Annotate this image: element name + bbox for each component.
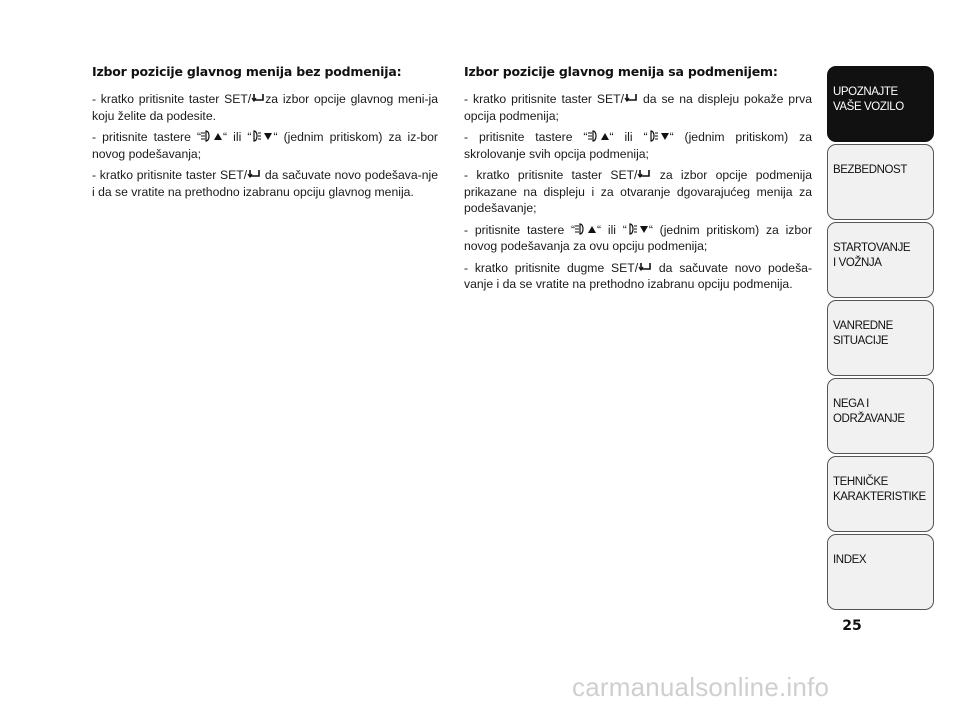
headlight-down-icon: [251, 130, 273, 142]
left-heading: Izbor pozicije glavnog menija bez podmenija:: [92, 64, 402, 79]
tab-index[interactable]: INDEX: [827, 534, 934, 610]
tab-startovanje-i-voznja[interactable]: STARTOVANJE I VOŽNJA: [827, 222, 934, 298]
headlight-up-icon: [588, 130, 610, 142]
watermark: carmanualsonline.info: [572, 672, 830, 702]
headlight-down-icon: [627, 223, 649, 235]
right-paragraph-3: - kratko pritisnite taster SET/ za izbor opcije podmenija prikazane na displeju i za otvaranje dgovarajućeg menija za podešavanje;: [464, 168, 812, 215]
left-column: [92, 64, 438, 205]
right-paragraph-1: - kratko pritisnite taster SET/ da se na displeju pokaže prva opcija podmenija;: [464, 92, 813, 123]
right-heading: Izbor pozicije glavnog menija sa podmenijem:: [464, 64, 778, 79]
tab-bezbednost[interactable]: BEZBEDNOST: [827, 144, 934, 220]
left-paragraph-3: - kratko pritisnite taster SET/ da sačuvate novo podešava-nje i da se vratite na prethodno izabranu opciju glavnog menija.: [92, 168, 438, 199]
headlight-down-icon: [648, 130, 670, 142]
tab-vanredne-situacije[interactable]: VANREDNE SITUACIJE: [827, 300, 934, 376]
enter-return-icon: [637, 169, 651, 180]
enter-return-icon: [638, 262, 652, 273]
tab-tehnicke-karakteristike[interactable]: TEHNIČKE KARAKTERISTIKE: [827, 456, 934, 532]
chapter-tabs: [827, 66, 934, 612]
left-paragraph-2: - pritisnite tastere “ “ ili “ “ (jednim pritiskom) za iz-bor novog podešavanja;: [92, 130, 438, 161]
right-column: [464, 64, 812, 298]
right-paragraph-5: - kratko pritisnite dugme SET/ da sačuvate novo podeša-vanje i da se vratite na prethodno izabranu opciju podmenija.: [464, 260, 812, 291]
tab-nega-i-odrzavanje[interactable]: NEGA I ODRŽAVANJE: [827, 378, 934, 454]
page-number: 25: [842, 618, 862, 634]
left-paragraph-1: - kratko pritisnite taster SET/ za izbor opcije glavnog meni-ja koju želite da podesite.: [92, 92, 438, 123]
right-paragraph-2: - pritisnite tastere “ “ ili “ “ (jednim pritiskom) za skrolovanje svih opcija podmenija;: [464, 130, 812, 161]
enter-return-icon: [624, 93, 638, 104]
enter-return-icon: [247, 169, 261, 180]
headlight-up-icon: [201, 130, 223, 142]
headlight-up-icon: [575, 223, 597, 235]
enter-return-icon: [251, 93, 265, 104]
tab-upoznajte-vase-vozilo[interactable]: UPOZNAJTE VAŠE VOZILO: [827, 66, 934, 142]
right-paragraph-4: - pritisnite tastere “ “ ili “ “ (jednim pritiskom) za izbor novog podešavanja za ovu opciju podmenija;: [464, 222, 813, 253]
